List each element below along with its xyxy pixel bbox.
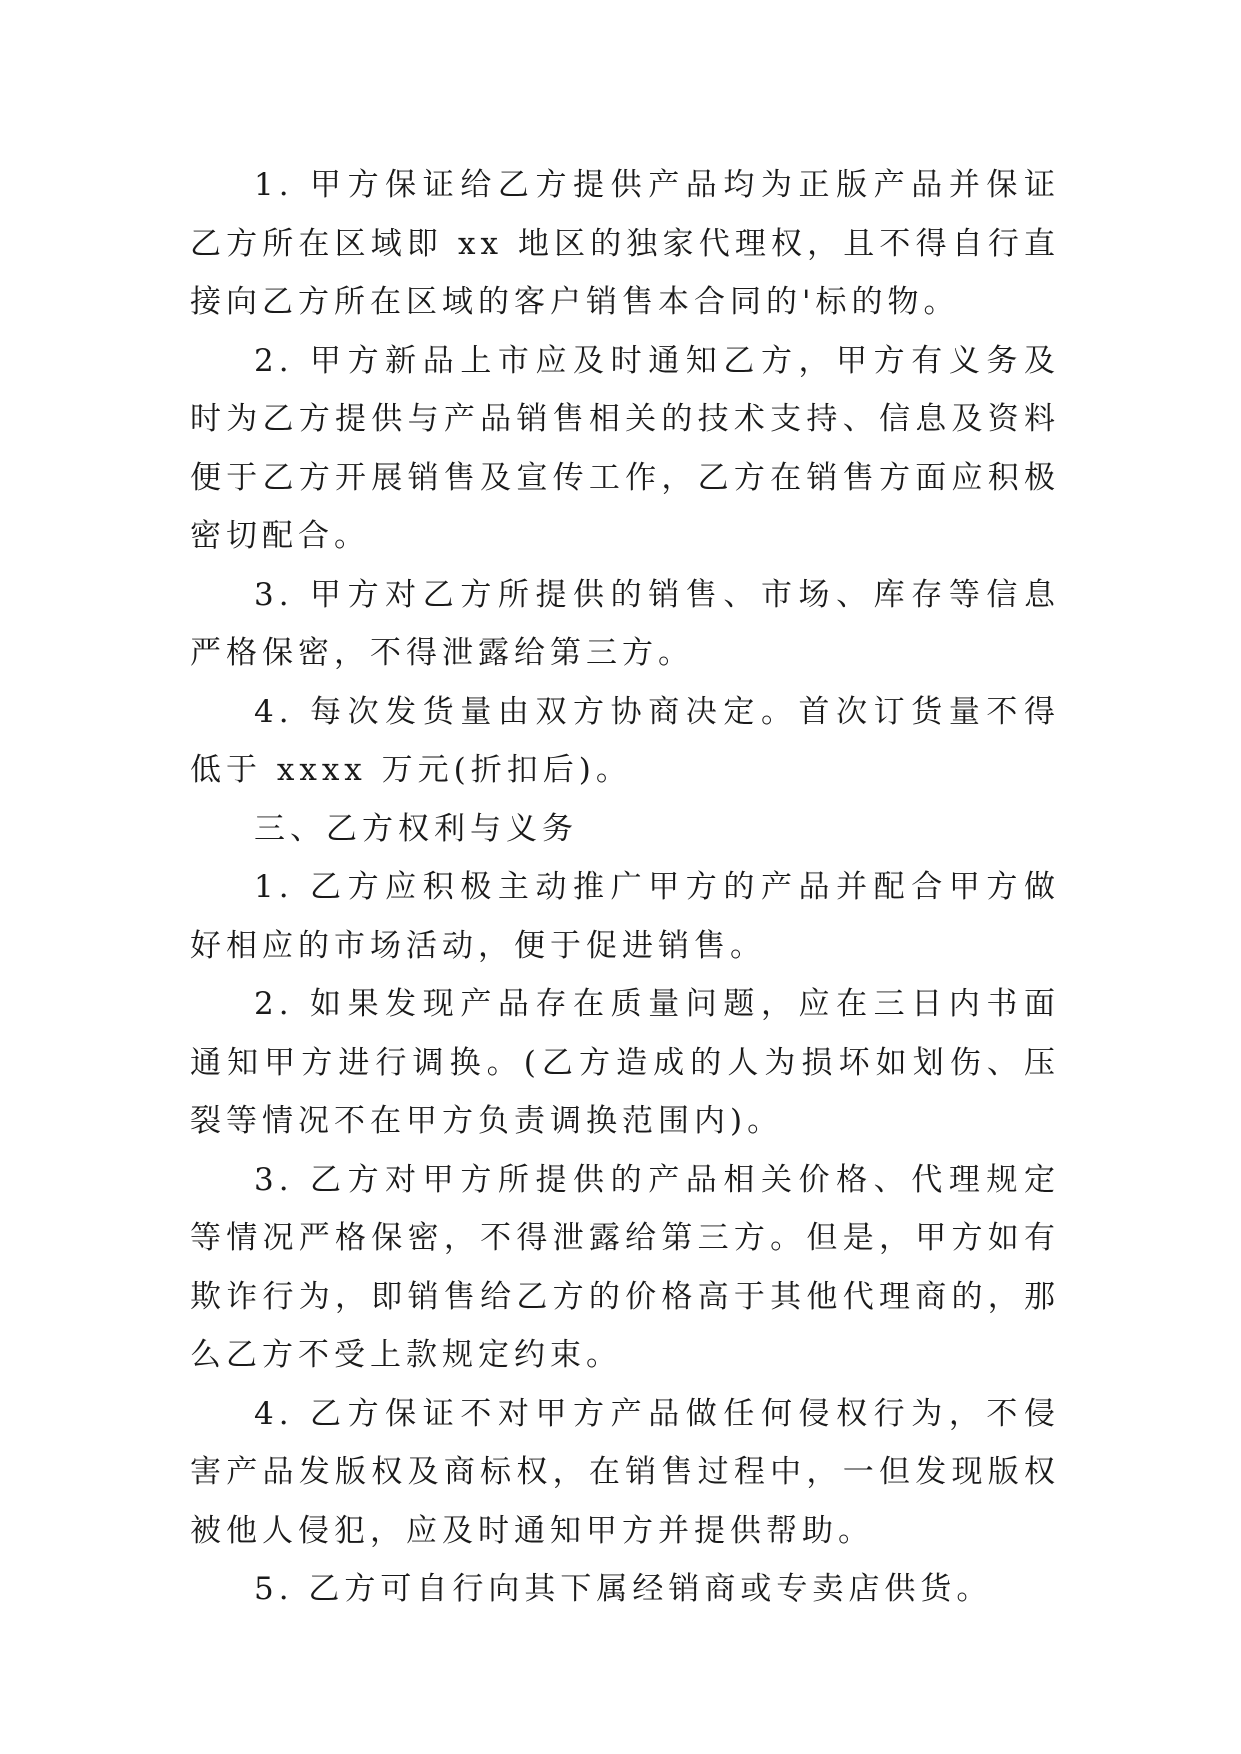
clause-a2: 2. 甲方新品上市应及时通知乙方，甲方有义务及时为乙方提供与产品销售相关的技术支持、信息及资料便于乙方开展销售及宣传工作，乙方在销售方面应积极密切配合。 xyxy=(190,342,1060,554)
clause-a4: 4. 每次发货量由双方协商决定。首次订货量不得低于 xxxx 万元(折扣后)。 xyxy=(190,693,1060,788)
clause-b3: 3. 乙方对甲方所提供的产品相关价格、代理规定等情况严格保密，不得泄露给第三方。但是，甲方如有欺诈行为，即销售给乙方的价格高于其他代理商的，那么乙方不受上款规定约束。 xyxy=(190,1161,1060,1373)
section-heading: 三、乙方权利与义务 xyxy=(254,810,578,847)
clause-b5: 5. 乙方可自行向其下属经销商或专卖店供货。 xyxy=(254,1571,993,1607)
document-body xyxy=(190,156,1060,1619)
clause-b2: 2. 如果发现产品存在质量问题，应在三日内书面通知甲方进行调换。(乙方造成的人为损坏如划伤、压裂等情况不在甲方负责调换范围内)。 xyxy=(190,986,1060,1139)
clause-a1: 1. 甲方保证给乙方提供产品均为正版产品并保证乙方所在区域即 xx 地区的独家代理权，且不得自行直接向乙方所在区域的客户销售本合同的'标的物。 xyxy=(190,167,1060,320)
clause-b1: 1. 乙方应积极主动推广甲方的产品并配合甲方做好相应的市场活动，便于促进销售。 xyxy=(190,869,1060,964)
clause-b4: 4. 乙方保证不对甲方产品做任何侵权行为，不侵害产品发版权及商标权，在销售过程中，一但发现版权被他人侵犯，应及时通知甲方并提供帮助。 xyxy=(190,1395,1060,1549)
clause-a3: 3. 甲方对乙方所提供的销售、市场、库存等信息严格保密，不得泄露给第三方。 xyxy=(190,576,1060,671)
